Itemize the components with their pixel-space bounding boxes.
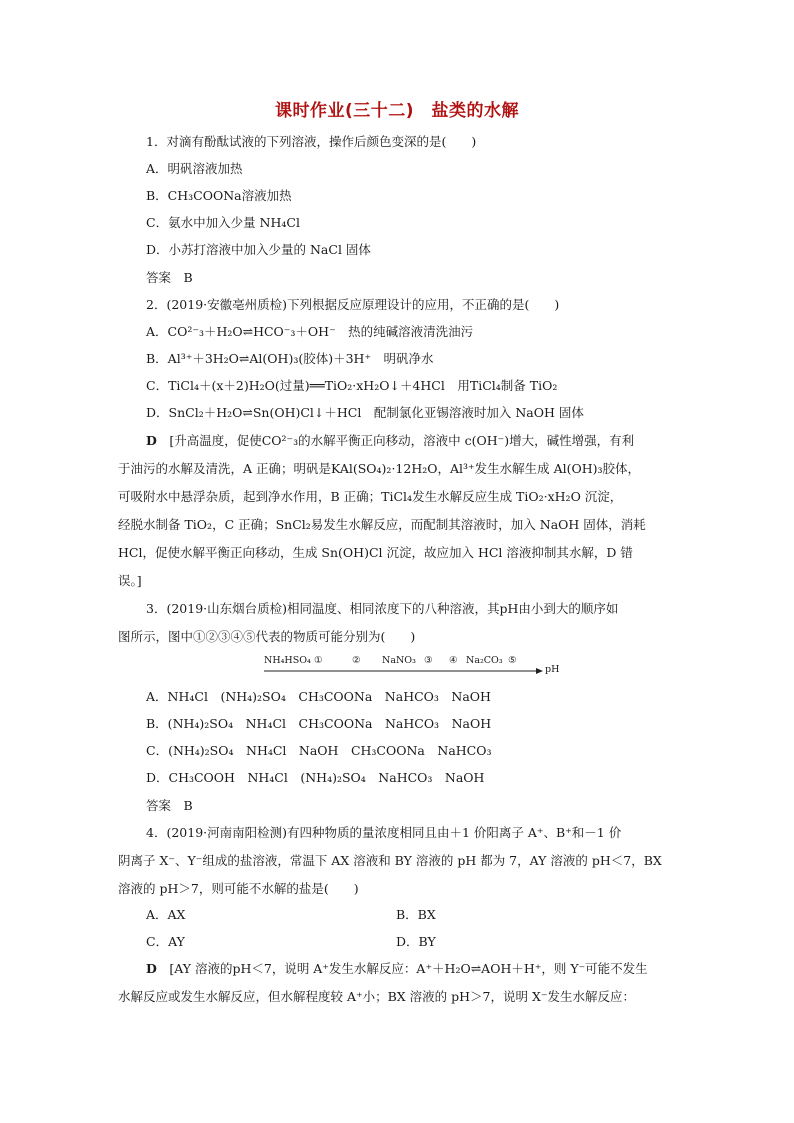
q3-answer: 答案 B [146,798,193,813]
q1-option-c: C．氨水中加入少量 NH₄Cl [146,215,300,230]
axis-label: ⑤ [508,655,517,666]
q3-stem-line: 图所示，图中①②③④⑤代表的物质可能分别为( ) [118,629,416,644]
q4-stem-line: 溶液的 pH＞7，则可能不水解的盐是( ) [118,881,359,896]
q1-option-a: A．明矾溶液加热 [146,161,243,176]
axis-label: ④ [449,655,458,666]
q4-option-d: D．BY [396,934,436,949]
axis-label: ③ [424,655,433,666]
axis-label: Na₂CO₃ [466,655,503,666]
q2-option-a: A．CO²⁻₃＋H₂O⇌HCO⁻₃＋OH⁻ 热的纯碱溶液清洗油污 [146,324,474,339]
q2-explanation-line: 误。] [118,573,142,588]
ph-axis-diagram [264,655,564,677]
q4-stem-line: 阴离子 X⁻、Y⁻组成的盐溶液，常温下 AX 溶液和 BY 溶液的 pH 都为 7，AY 溶液的 pH＜7，BX [118,853,662,868]
q3-option-c: C．(NH₄)₂SO₄ NH₄Cl NaOH CH₃COONa NaHCO₃ [146,743,492,758]
q2-explanation-line: 经脱水制备 TiO₂，C 正确；SnCl₂易发生水解反应，而配制其溶液时，加入 NaOH 固体，消耗 [118,517,646,532]
q4-option-a: A．AX [146,907,186,922]
q2-explanation-line: HCl，促使水解平衡正向移动，生成 Sn(OH)Cl 沉淀，故应加入 HCl 溶液抑制其水解，D 错 [118,545,633,560]
answer-letter: D [146,433,157,448]
q2-option-c: C．TiCl₄＋(x＋2)H₂O(过量)══TiO₂·xH₂O↓＋4HCl 用TiCl₄制备 TiO₂ [146,378,558,393]
q4-option-b: B．BX [396,907,436,922]
q3-option-b: B．(NH₄)₂SO₄ NH₄Cl CH₃COONa NaHCO₃ NaOH [146,716,492,731]
q4-explanation-line: D [AY 溶液的pH＜7，说明 A⁺发生水解反应：A⁺＋H₂O⇌AOH＋H⁺，则 Y⁻可能不发生 [146,961,648,976]
q1-stem: 1．对滴有酚酞试液的下列溶液，操作后颜色变深的是( ) [146,134,477,149]
q2-option-d: D．SnCl₂＋H₂O⇌Sn(OH)Cl↓＋HCl 配制氯化亚锡溶液时加入 NaOH 固体 [146,405,584,420]
answer-letter: D [146,961,157,976]
q1-answer: 答案 B [146,270,193,285]
q2-explanation-line: 可吸附水中悬浮杂质，起到净水作用，B 正确；TiCl₄发生水解反应生成 TiO₂·xH₂O 沉淀， [118,489,623,504]
q3-stem-line: 3．(2019·山东烟台质检)相同温度、相同浓度下的八种溶液，其pH由小到大的顺序如 [146,601,619,616]
axis-end-label: pH [545,664,560,675]
q4-explanation-line: 水解反应或发生水解反应，但水解程度较 A⁺小；BX 溶液的 pH＞7，说明 X⁻发生水解反应： [118,989,635,1004]
axis-label: NaNO₃ [382,655,416,666]
q2-stem: 2．(2019·安徽亳州质检)下列根据反应原理设计的应用，不正确的是( ) [146,297,560,312]
axis-label: ② [352,655,361,666]
q4-stem-line: 4．(2019·河南南阳检测)有四种物质的量浓度相同且由＋1 价阳离子 A⁺、B⁺和－1 价 [146,825,622,840]
q2-option-b: B．Al³⁺＋3H₂O⇌Al(OH)₃(胶体)＋3H⁺ 明矾净水 [146,351,434,366]
q4-option-c: C．AY [146,934,185,949]
q3-option-a: A．NH₄Cl (NH₄)₂SO₄ CH₃COONa NaHCO₃ NaOH [146,689,491,704]
q3-option-d: D．CH₃COOH NH₄Cl (NH₄)₂SO₄ NaHCO₃ NaOH [146,770,485,785]
q2-explanation-line: D [升高温度，促使CO²⁻₃的水解平衡正向移动，溶液中 c(OH⁻)增大，碱性增强，有利 [146,433,635,448]
page-title: 课时作业(三十二) 盐类的水解 [274,101,520,121]
q1-option-d: D．小苏打溶液中加入少量的 NaCl 固体 [146,242,371,257]
q1-option-b: B．CH₃COONa溶液加热 [146,188,292,203]
axis-label: NH₄HSO₄ [264,655,311,666]
axis-label: ① [314,655,323,666]
q2-explanation-line: 于油污的水解及清洗，A 正确；明矾是KAl(SO₄)₂·12H₂O，Al³⁺发生水解生成 Al(OH)₃胶体， [118,461,641,476]
